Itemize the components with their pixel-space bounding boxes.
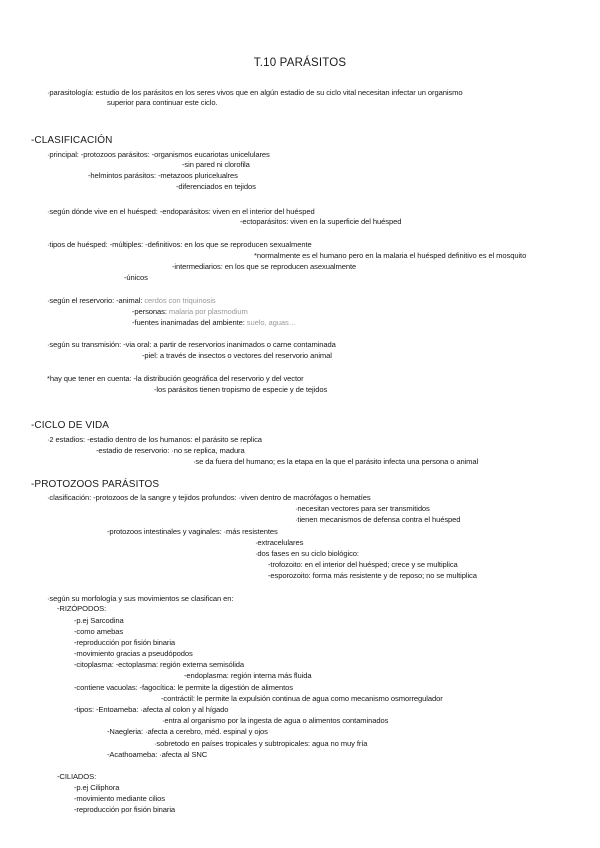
text-line: -los parásitos tienen tropismo de especie y de tejidos <box>154 385 328 394</box>
text-line: -Acathoameba: ·afecta al SNC <box>107 750 208 759</box>
intro-line-1: ·parasitología: estudio de los parásitos en los seres vivos que en algún estadio de su ciclo vital necesitan infectar un organismo <box>47 88 463 97</box>
intro-line-2: superior para continuar este ciclo. <box>107 98 218 107</box>
example-note: cerdos con triquinosis <box>144 296 216 305</box>
text-line: ·entra al organismo por la ingesta de agua o alimentos contaminados <box>162 716 389 725</box>
text-line: -p.ej Sarcodina <box>74 616 124 625</box>
heading-protozoos: -PROTOZOOS PARÁSITOS <box>31 479 160 490</box>
text-line: -Naegleria: ·afecta a cerebro, méd. espinal y ojos <box>107 727 268 736</box>
heading-clasificacion: -CLASIFICACIÓN <box>31 135 113 146</box>
text-line: -tipos: -Entoameba: ·afecta al colon y al hígado <box>74 705 229 714</box>
text-line: -diferenciados en tejidos <box>176 182 256 191</box>
text-line: ·2 estadios: -estadio dentro de los humanos: el parásito se replica <box>47 435 262 444</box>
example-note: suelo, aguas… <box>246 318 297 327</box>
text-line: ·sobretodo en países tropicales y subtropicales: agua no muy fría <box>154 739 368 748</box>
subheading-ciliados: -CILIADOS: <box>57 772 97 781</box>
text-line: -reproducción por fisión binaria <box>74 805 176 814</box>
text-line: ·según su morfología y sus movimientos se clasifican en: <box>47 594 234 603</box>
text-line: -piel: a través de insectos o vectores del reservorio animal <box>142 351 332 360</box>
text-line: -sin pared ni clorofila <box>182 160 250 169</box>
text-line: -citoplasma: -ectoplasma: región externa semisólida <box>74 660 245 669</box>
text-line: ·necesitan vectores para ser transmitidos <box>295 504 430 513</box>
text-label: ·según el reservorio: -animal: <box>47 296 145 305</box>
text-line: -protozoos intestinales y vaginales: ·más resistentes <box>107 527 278 536</box>
text-line: ·dos fases en su ciclo biológico: <box>255 549 359 558</box>
text-line: -contiene vacuolas: -fagocítica: le permite la digestión de alimentos <box>74 683 293 692</box>
text-line: -movimiento mediante cilios <box>74 794 165 803</box>
text-line: ·se da fuera del humano; es la etapa en la que el parásito infecta una persona o animal <box>193 457 479 466</box>
text-line <box>132 318 296 327</box>
text-line: -trofozoito: en el interior del huésped; crece y se multiplica <box>268 560 458 569</box>
text-line: ·clasificación: -protozoos de la sangre y tejidos profundos: ·viven dentro de macrófagos o hematíes <box>47 493 371 502</box>
text-line: -ectoparásitos: viven en la superficie del huésped <box>240 217 402 226</box>
text-line: -estadio de reservorio: ·no se replica, madura <box>96 446 245 455</box>
text-line: ·principal: -protozoos parásitos: -organismos eucariotas unicelulares <box>47 150 270 159</box>
text-line: -reproducción por fisión binaria <box>74 638 176 647</box>
text-line: -movimiento gracias a pseudópodos <box>74 649 193 658</box>
text-label: -fuentes inanimadas del ambiente: <box>132 318 247 327</box>
heading-ciclo-de-vida: -CICLO DE VIDA <box>31 420 110 431</box>
text-label: -personas: <box>132 307 169 316</box>
subheading-rizopodos: -RIZÓPODOS: <box>57 604 107 613</box>
example-note: malaria por plasmodium <box>168 307 248 316</box>
text-line: ·tienen mecanismos de defensa contra el huésped <box>295 515 461 524</box>
text-line: -únicos <box>124 273 148 282</box>
text-line: ·tipos de huésped: -múltiples: -definitivos: en los que se reproducen sexualmente <box>47 240 312 249</box>
text-line <box>132 307 248 316</box>
text-line: -p.ej Ciliphora <box>74 783 120 792</box>
page-title: T.10 PARÁSITOS <box>253 57 347 69</box>
text-line: -intermediarios: en los que se reproducen asexualmente <box>172 262 357 271</box>
text-line: *hay que tener en cuenta: -la distribución geográfica del reservorio y del vector <box>47 374 304 383</box>
text-line: -helmintos parásitos: -metazoos pluricelualres <box>88 171 238 180</box>
text-line: ·extracelulares <box>255 538 304 547</box>
text-line: -contráctil: le permite la expulsión continua de agua como mecanismo osmorregulador <box>161 694 443 703</box>
text-line <box>47 296 216 305</box>
text-line: ·según dónde vive en el huésped: -endoparásitos: viven en el interior del huésped <box>47 207 315 216</box>
text-line: -esporozoito: forma más resistente y de reposo; no se multiplica <box>268 571 477 580</box>
text-line: -endoplasma: región interna más fluida <box>184 671 312 680</box>
text-line: *normalmente es el humano pero en la malaria el huésped definitivo es el mosquito <box>254 251 527 260</box>
text-line: ·según su transmisión: -via oral: a partir de reservorios inanimados o carne contaminada <box>47 340 336 349</box>
text-line: -como amebas <box>74 627 124 636</box>
